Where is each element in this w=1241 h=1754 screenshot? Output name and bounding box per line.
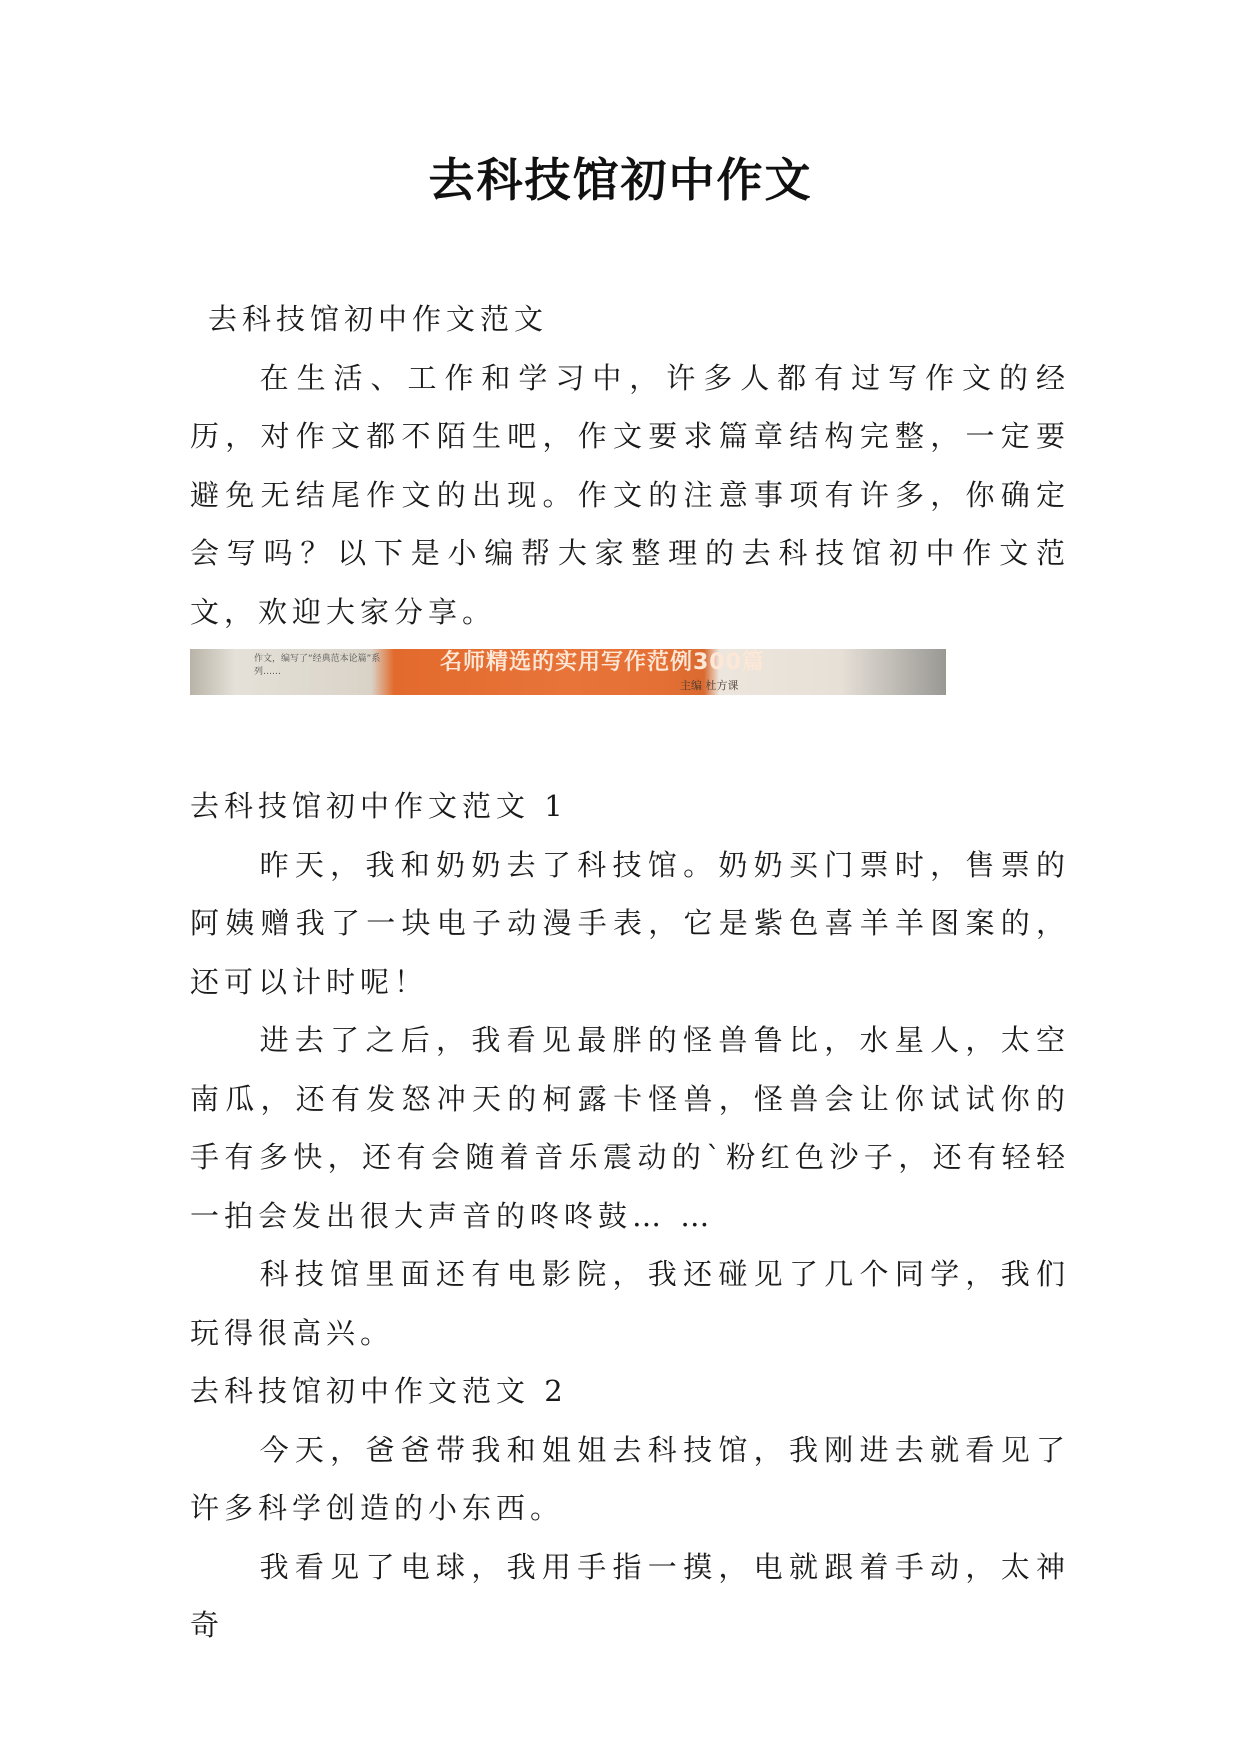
- essay-1-paragraph: 昨天，我和奶奶去了科技馆。奶奶买门票时，售票的阿姨赠我了一块电子动漫手表，它是紫色喜羊羊图案的，还可以计时呢！: [190, 847, 1070, 999]
- essay-2-heading: 去科技馆初中作文范文 2: [190, 1374, 568, 1408]
- essay-1-paragraph: 科技馆里面还有电影院，我还碰见了几个同学，我们玩得很高兴。: [190, 1257, 1070, 1350]
- essay-2-paragraph: 我看见了电球，我用手指一摸，电就跟着手动，太神奇: [190, 1549, 1070, 1642]
- essay-1-paragraph: 进去了之后，我看见最胖的怪兽鲁比，水星人，太空南瓜，还有发怒冲天的柯露卡怪兽，怪兽会让你试试你的手有多快，还有会随着音乐震动的`粉红色沙子，还有轻轻一拍会发出很大声音的咚咚鼓… …: [190, 1023, 1070, 1233]
- intro-paragraph: 在生活、工作和学习中，许多人都有过写作文的经历，对作文都不陌生吧，作文要求篇章结构完整，一定要避免无结尾作文的出现。作文的注意事项有许多，你确定会写吗？以下是小编帮大家整理的去科技馆初中作文范文，欢迎大家分享。: [190, 360, 1070, 629]
- section-subtitle: 去科技馆初中作文范文: [208, 302, 549, 336]
- image-banner-title: 名师精选的实用写作范例300篇: [440, 650, 765, 675]
- document-title: 去科技馆初中作文: [428, 153, 813, 207]
- image-editor-label: 主编 杜方课: [680, 679, 739, 692]
- essay-2-paragraph: 今天，爸爸带我和姐姐去科技馆，我刚进去就看见了许多科学创造的小东西。: [190, 1432, 1070, 1525]
- essay-1-heading: 去科技馆初中作文范文 1: [190, 789, 568, 823]
- image-caption-left: 作文，编写了“经典范本论篇”系列……: [254, 654, 381, 677]
- book-cover-image: [190, 649, 946, 695]
- document-body: [190, 290, 1070, 1655]
